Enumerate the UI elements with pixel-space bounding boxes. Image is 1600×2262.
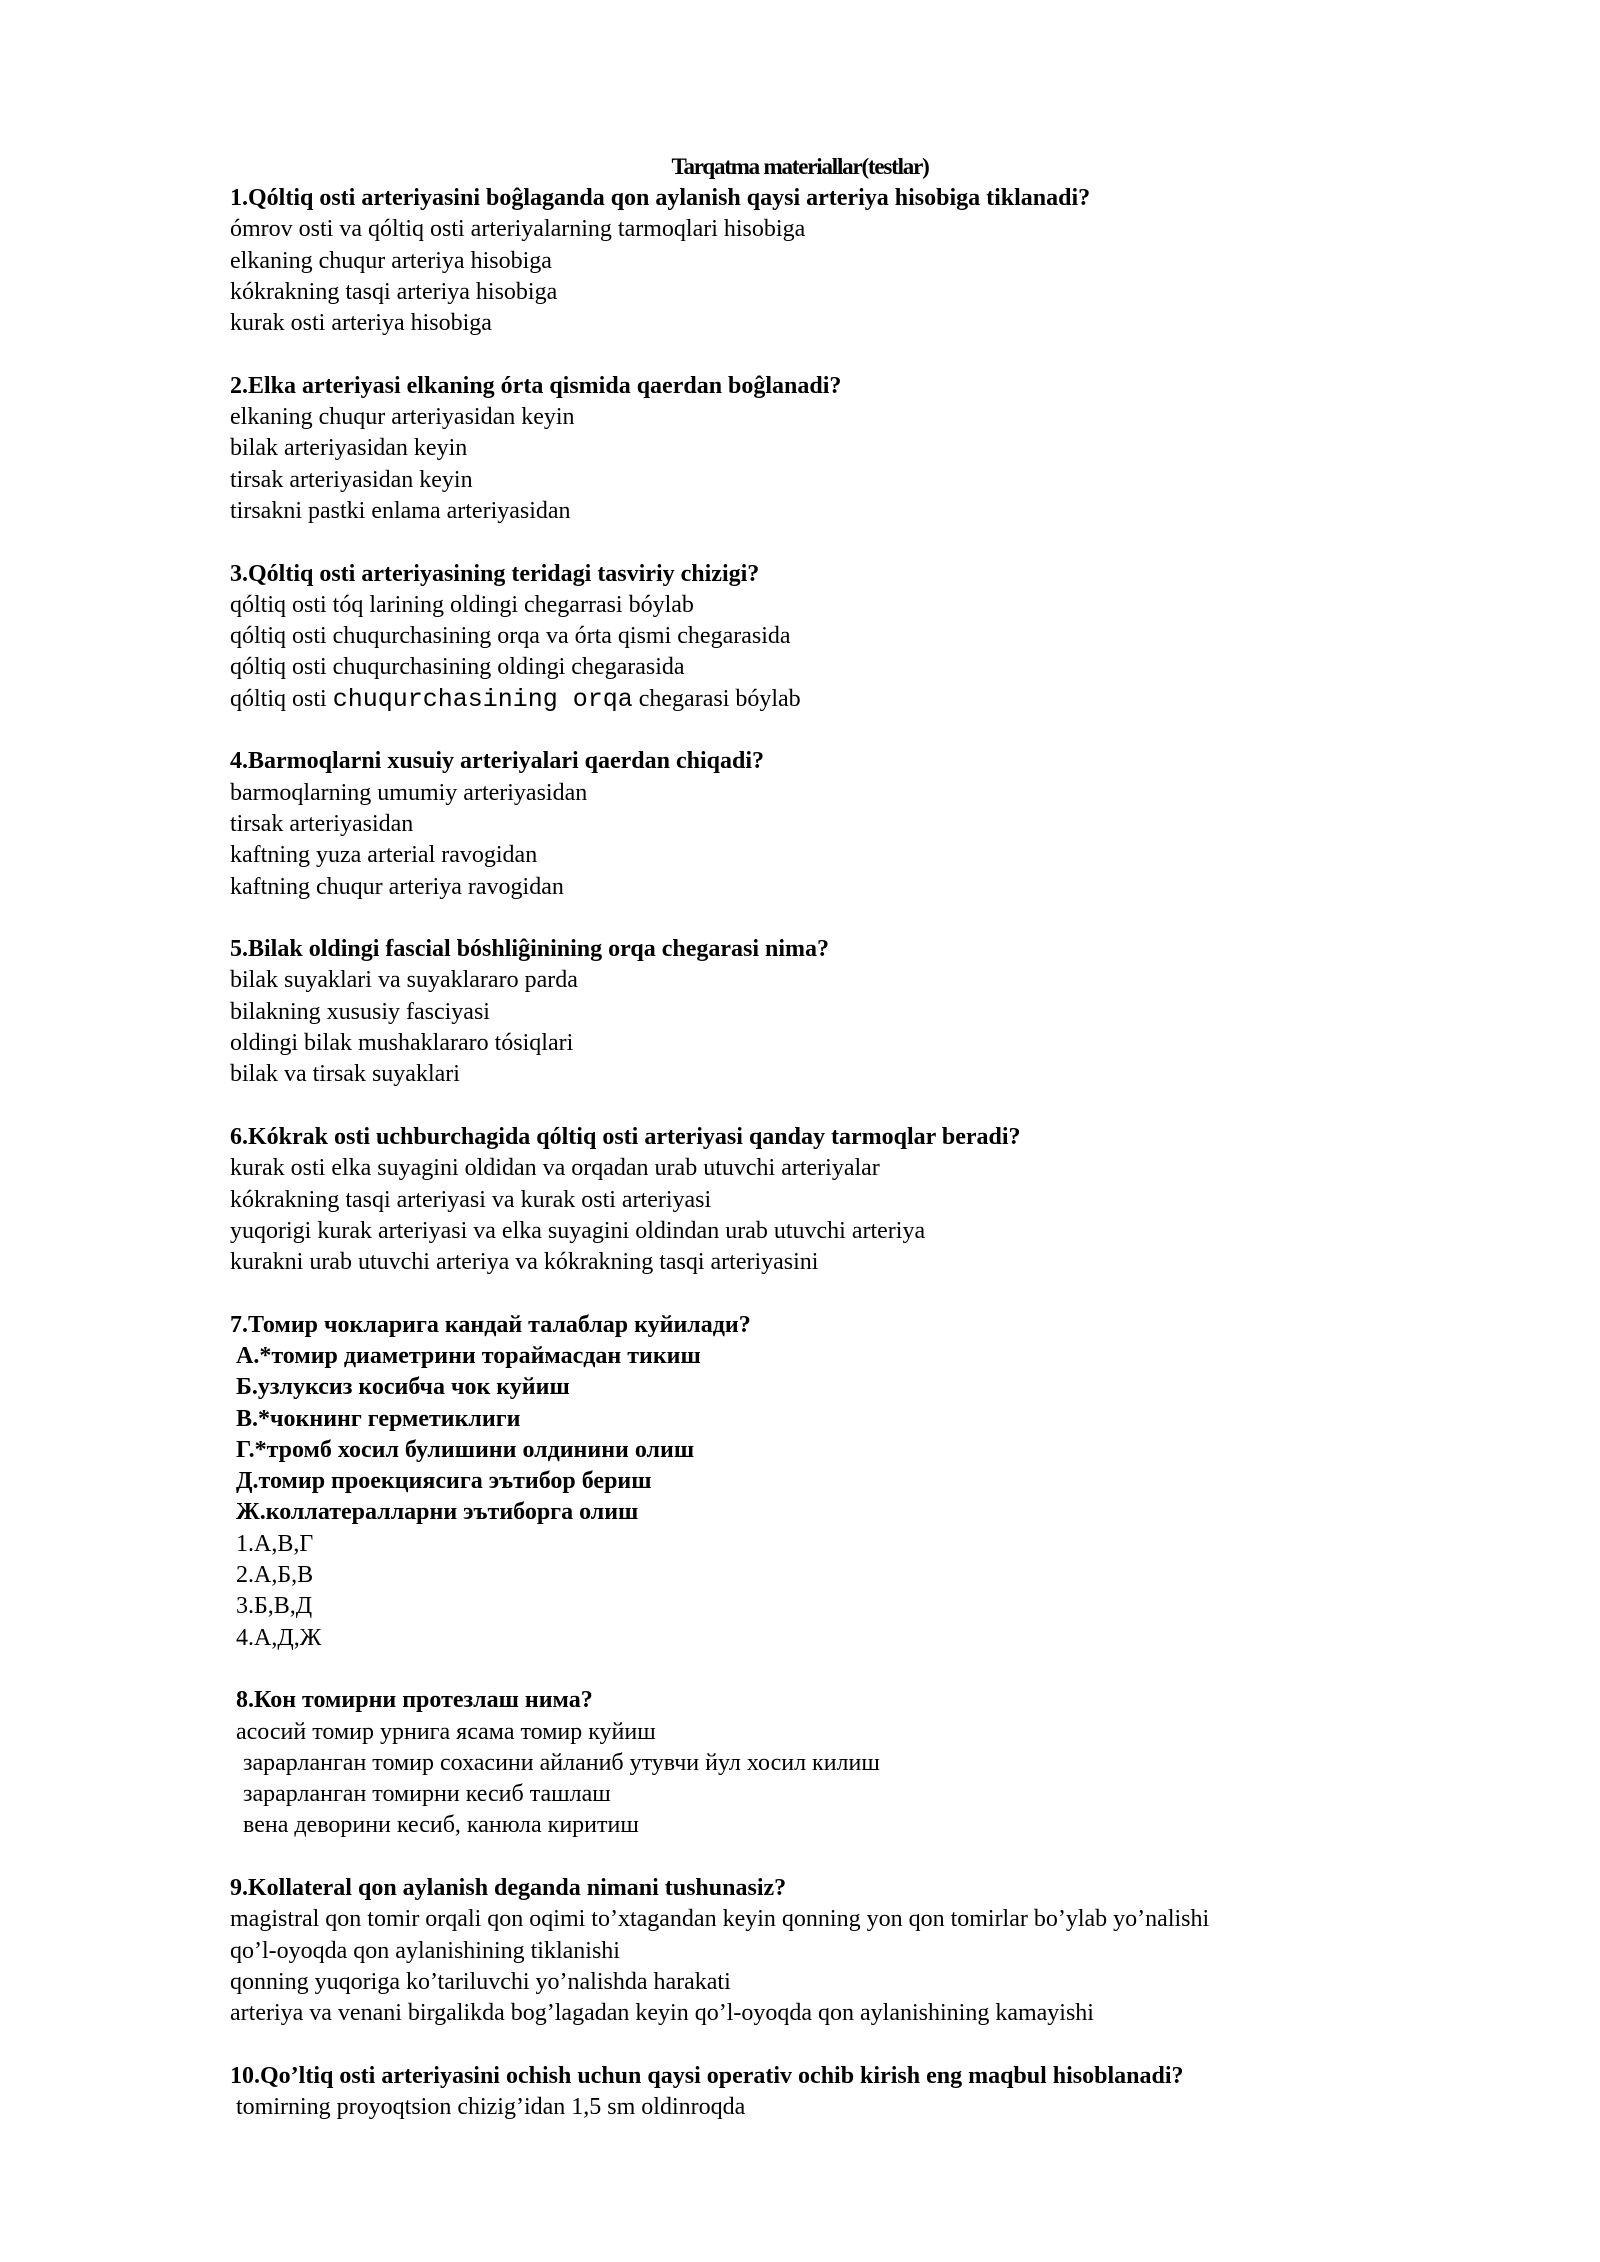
statement-item: Д.томир проекциясига эътибор бериш [236, 1468, 652, 1495]
answer-option: tirsakni pastki enlama arteriyasidan [230, 497, 571, 524]
question-block [230, 559, 1530, 715]
answer-option: arteriya va venani birgalikda bog’lagadan keyin qo’l-oyoqda qon aylanishining kamayishi [230, 2000, 1094, 2027]
answer-option: зарарланган томирни кесиб ташлаш [243, 1781, 611, 1808]
question-text: 8.Кон томирни протезлаш нима? [236, 1687, 593, 1714]
answer-option: kókrakning tasqi arteriyasi va kurak osti arteriyasi [230, 1186, 712, 1213]
question-text: 5.Bilak oldingi fascial bóshliĝinining orqa chegarasi nima? [230, 936, 830, 963]
answer-option: kurak osti elka suyagini oldidan va orqadan urab utuvchi arteriyalar [230, 1155, 880, 1182]
answer-option: 4.А,Д,Ж [236, 1624, 322, 1651]
answer-option: qo’l-oyoqda qon aylanishining tiklanishi [230, 1937, 620, 1964]
question-block [230, 1685, 1530, 1841]
answer-option: 3.Б,В,Д [236, 1593, 313, 1620]
answer-option: ómrov osti va qóltiq osti arteriyalarning tarmoqlari hisobiga [230, 216, 806, 243]
question-block [230, 1873, 1530, 2029]
answer-option: qóltiq osti chuqurchasining oldingi chegarasida [230, 654, 685, 681]
answer-option: 1.А,В,Г [236, 1530, 314, 1557]
question-block [230, 934, 1530, 1090]
question-block [230, 1122, 1530, 1278]
answer-option: bilak va tirsak suyaklari [230, 1061, 460, 1088]
answer-option: tirsak arteriyasidan [230, 810, 414, 837]
question-text: 9.Kollateral qon aylanish deganda nimani tushunasiz? [230, 1875, 787, 1902]
answer-option: tomirning proyoqtsion chizig’idan 1,5 sm oldinroqda [236, 2094, 746, 2121]
test-content [230, 183, 1530, 2155]
answer-option: qóltiq osti chuqurchasining orqa va órta qismi chegarasida [230, 623, 791, 650]
question-text: 4.Barmoqlarni xusuiy arteriyalari qaerdan chiqadi? [230, 748, 765, 775]
statement-item: Г.*тромб хосил булишини олдинини олиш [236, 1436, 695, 1463]
statement-item: Б.узлуксиз косибча чок куйиш [236, 1374, 570, 1401]
question-block [230, 746, 1530, 902]
answer-option: вена деворини кесиб, канюла киритиш [243, 1812, 639, 1839]
answer-option: bilak arteriyasidan keyin [230, 435, 468, 462]
answer-option: зарарланган томир сохасини айланиб утувчи йул хосил килиш [243, 1749, 880, 1776]
question-block [230, 183, 1530, 339]
answer-option: qóltiq osti tóq larining oldingi chegarrasi bóylab [230, 591, 694, 618]
question-text: 2.Elka arteriyasi elkaning órta qismida qaerdan boĝlanadi? [230, 372, 842, 399]
answer-option: 2.А,Б,В [236, 1562, 314, 1589]
question-block [230, 371, 1530, 527]
question-block [230, 1310, 1530, 1654]
question-block [230, 2061, 1530, 2124]
answer-option: kurak osti arteriya hisobiga [230, 310, 492, 337]
question-text: 10.Qo’ltiq osti arteriyasini ochish uchun qaysi operativ ochib kirish eng maqbul hisoblanadi? [230, 2062, 1184, 2089]
answer-option: kókrakning tasqi arteriya hisobiga [230, 278, 558, 305]
statement-item: А.*томир диаметрини тораймасдан тикиш [236, 1342, 701, 1369]
answer-option: kaftning chuqur arteriya ravogidan [230, 873, 564, 900]
answer-option-part: qóltiq osti [230, 685, 333, 712]
question-text: 3.Qóltiq osti arteriyasining teridagi tasviriy chizigi? [230, 560, 760, 587]
answer-option: yuqorigi kurak arteriyasi va elka suyagini oldindan urab utuvchi arteriya [230, 1217, 926, 1244]
question-text: 6.Kókrak osti uchburchagida qóltiq osti arteriyasi qanday tarmoqlar beradi? [230, 1123, 1021, 1150]
page-title: Tarqatma materiallar(testlar) [671, 154, 929, 179]
answer-option: magistral qon tomir orqali qon oqimi to’xtagandan keyin qonning yon qon tomirlar bo’ylab yo’nalishi [230, 1906, 1210, 1933]
question-text: 1.Qóltiq osti arteriyasini boĝlaganda qon aylanish qaysi arteriya hisobiga tiklanadi? [230, 185, 1091, 211]
answer-option [230, 684, 1530, 715]
answer-option: barmoqlarning umumiy arteriyasidan [230, 779, 588, 806]
statement-item: Ж.коллатералларни эътиборга олиш [236, 1499, 639, 1526]
answer-option-part: chegarasi bóylab [632, 685, 801, 712]
statement-item: В.*чокнинг герметиклиги [236, 1405, 521, 1432]
answer-option: oldingi bilak mushaklararo tósiqlari [230, 1030, 574, 1057]
answer-option: bilak suyaklari va suyaklararo parda [230, 967, 578, 994]
answer-option: elkaning chuqur arteriyasidan keyin [230, 404, 575, 431]
answer-option: асосий томир урнига ясама томир куйиш [236, 1718, 656, 1745]
answer-option: tirsak arteriyasidan keyin [230, 466, 473, 493]
answer-option: bilakning xususiy fasciyasi [230, 998, 490, 1025]
answer-option: elkaning chuqur arteriya hisobiga [230, 247, 552, 274]
answer-option-part-monospace: chuqurchasining orqa [332, 684, 633, 714]
question-text: 7.Томир чокларига кандай талаблар куйилади? [230, 1311, 751, 1338]
answer-option: kaftning yuza arterial ravogidan [230, 842, 538, 869]
answer-option: qonning yuqoriga ko’tariluvchi yo’nalishda harakati [230, 1968, 731, 1995]
answer-option: kurakni urab utuvchi arteriya va kókrakning tasqi arteriyasini [230, 1249, 819, 1276]
